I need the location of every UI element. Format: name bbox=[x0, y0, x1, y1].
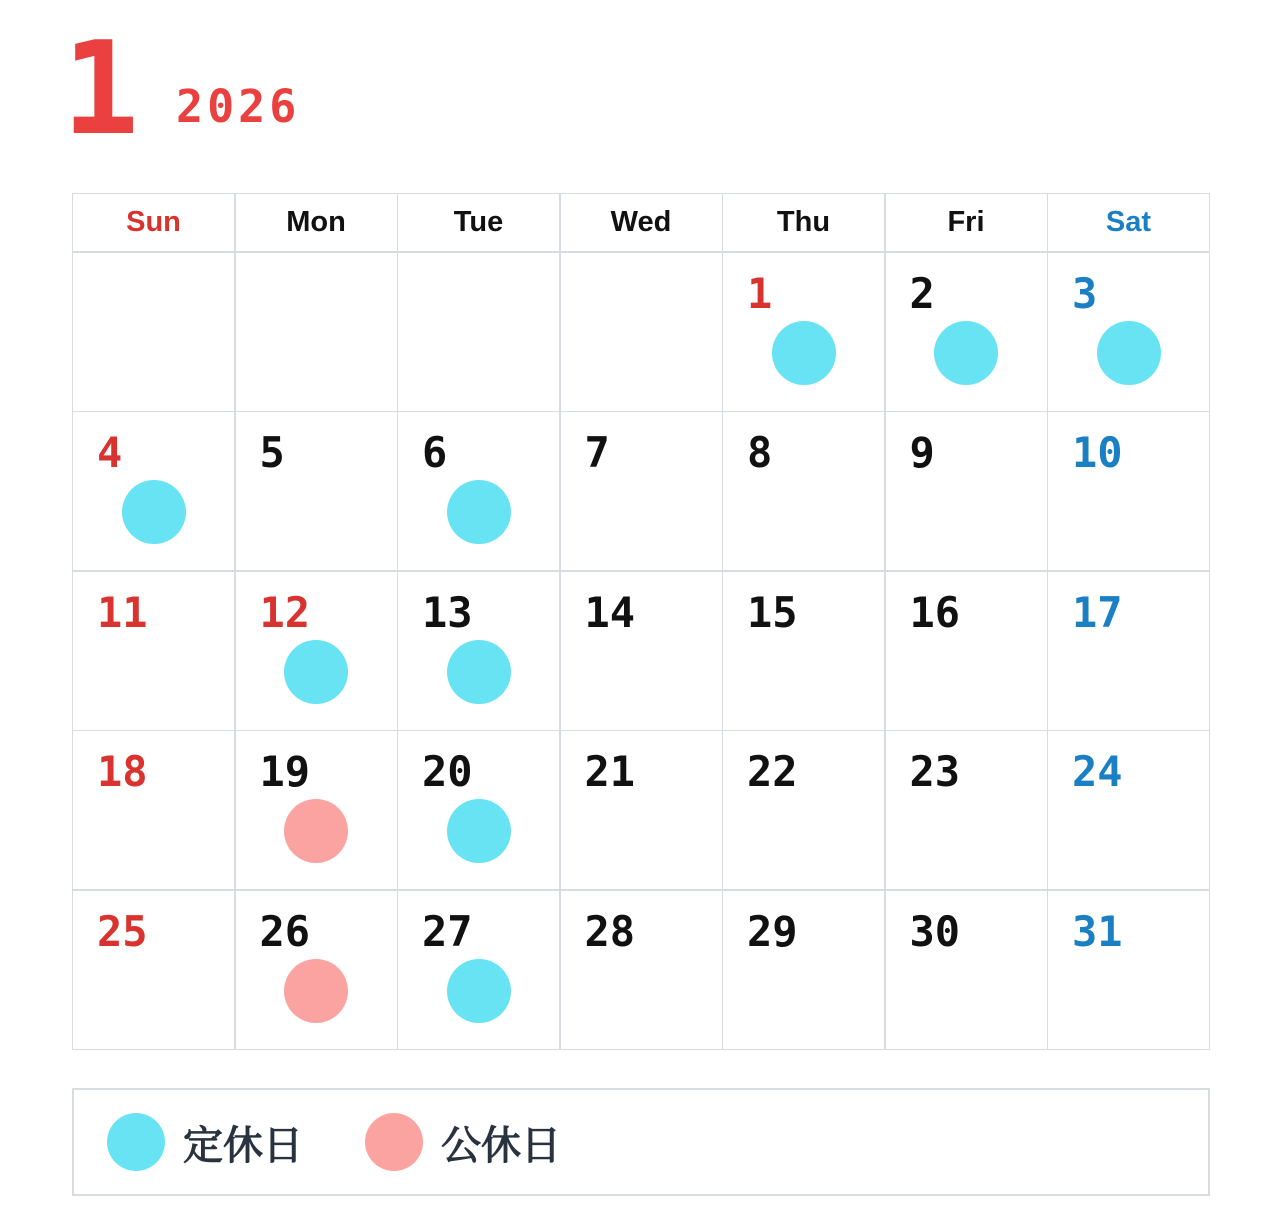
day-number: 10 bbox=[1072, 428, 1123, 477]
day-number: 11 bbox=[97, 587, 148, 637]
day-cell-7 bbox=[561, 412, 722, 570]
weekday-header-sat: Sat bbox=[1048, 194, 1209, 251]
legend-label: 公休日 bbox=[441, 1123, 561, 1168]
closed-day-dot bbox=[284, 640, 348, 704]
day-number: 2 bbox=[909, 268, 935, 318]
day-cell-11 bbox=[73, 572, 234, 730]
day-number: 18 bbox=[97, 747, 148, 796]
day-cell-12 bbox=[236, 572, 397, 730]
day-cell-20 bbox=[398, 731, 559, 889]
calendar-grid bbox=[72, 193, 1210, 1050]
day-cell-29 bbox=[723, 891, 884, 1049]
day-number: 27 bbox=[422, 906, 473, 956]
day-cell-empty bbox=[73, 253, 234, 411]
day-number: 7 bbox=[584, 428, 610, 477]
closed-day-dot bbox=[447, 799, 511, 863]
day-number: 4 bbox=[97, 428, 123, 477]
day-cell-8 bbox=[723, 412, 884, 570]
day-number: 16 bbox=[909, 587, 961, 637]
day-cell-15 bbox=[723, 572, 884, 730]
day-cell-17 bbox=[1048, 572, 1209, 730]
day-cell-30 bbox=[886, 891, 1047, 1049]
day-cell-23 bbox=[886, 731, 1047, 889]
day-number: 3 bbox=[1072, 268, 1098, 318]
day-number: 30 bbox=[909, 906, 961, 956]
public-holiday-dot bbox=[284, 959, 348, 1023]
day-cell-31 bbox=[1048, 891, 1209, 1049]
weekday-header-thu: Thu bbox=[723, 194, 884, 251]
closed-day-dot bbox=[122, 480, 186, 544]
public-holiday-swatch bbox=[365, 1113, 423, 1171]
day-number: 14 bbox=[584, 587, 636, 637]
closed-day-dot bbox=[447, 480, 511, 544]
legend-label: 定休日 bbox=[183, 1123, 303, 1168]
day-cell-26 bbox=[236, 891, 397, 1049]
day-cell-empty bbox=[236, 253, 397, 411]
day-cell-19 bbox=[236, 731, 397, 889]
day-cell-1 bbox=[723, 253, 884, 411]
day-cell-empty bbox=[398, 253, 559, 411]
day-cell-empty bbox=[561, 253, 722, 411]
legend-item bbox=[365, 1113, 561, 1171]
day-cell-6 bbox=[398, 412, 559, 570]
public-holiday-dot bbox=[284, 799, 348, 863]
closed-day-dot bbox=[772, 321, 836, 385]
day-number: 5 bbox=[259, 428, 285, 477]
day-cell-27 bbox=[398, 891, 559, 1049]
day-cell-24 bbox=[1048, 731, 1209, 889]
closed-day-dot bbox=[1097, 321, 1161, 385]
day-number: 22 bbox=[747, 747, 798, 796]
weekday-header-wed: Wed bbox=[561, 194, 722, 251]
day-cell-25 bbox=[73, 891, 234, 1049]
closed-day-dot bbox=[934, 321, 998, 385]
day-cell-10 bbox=[1048, 412, 1209, 570]
day-cell-5 bbox=[236, 412, 397, 570]
day-number: 15 bbox=[747, 587, 798, 637]
day-number: 28 bbox=[584, 906, 636, 956]
day-number: 13 bbox=[422, 587, 473, 637]
day-number: 21 bbox=[584, 747, 636, 796]
legend-item bbox=[107, 1113, 303, 1171]
closed-day-swatch bbox=[107, 1113, 165, 1171]
day-cell-16 bbox=[886, 572, 1047, 730]
day-cell-2 bbox=[886, 253, 1047, 411]
legend-box bbox=[72, 1088, 1210, 1196]
day-number: 12 bbox=[259, 587, 311, 637]
day-number: 17 bbox=[1072, 587, 1123, 637]
day-cell-21 bbox=[561, 731, 722, 889]
day-number: 24 bbox=[1072, 747, 1123, 796]
weekday-header-mon: Mon bbox=[236, 194, 397, 251]
weekday-header-tue: Tue bbox=[398, 194, 559, 251]
day-number: 26 bbox=[259, 906, 311, 956]
day-number: 1 bbox=[747, 268, 773, 318]
day-number: 29 bbox=[747, 906, 798, 956]
calendar-month-number: 1 bbox=[62, 15, 140, 164]
day-cell-18 bbox=[73, 731, 234, 889]
day-cell-9 bbox=[886, 412, 1047, 570]
day-number: 6 bbox=[422, 428, 448, 477]
day-number: 19 bbox=[259, 747, 311, 796]
day-cell-3 bbox=[1048, 253, 1209, 411]
day-cell-28 bbox=[561, 891, 722, 1049]
day-cell-14 bbox=[561, 572, 722, 730]
day-number: 31 bbox=[1072, 906, 1123, 956]
day-number: 9 bbox=[909, 428, 935, 477]
day-cell-4 bbox=[73, 412, 234, 570]
closed-day-dot bbox=[447, 959, 511, 1023]
day-cell-22 bbox=[723, 731, 884, 889]
day-cell-13 bbox=[398, 572, 559, 730]
weekday-header-fri: Fri bbox=[886, 194, 1047, 251]
day-number: 8 bbox=[747, 428, 773, 477]
closed-day-dot bbox=[447, 640, 511, 704]
calendar-year: 2026 bbox=[176, 80, 301, 133]
day-number: 25 bbox=[97, 906, 148, 956]
day-number: 23 bbox=[909, 747, 961, 796]
weekday-header-sun: Sun bbox=[73, 194, 234, 251]
day-number: 20 bbox=[422, 747, 473, 796]
